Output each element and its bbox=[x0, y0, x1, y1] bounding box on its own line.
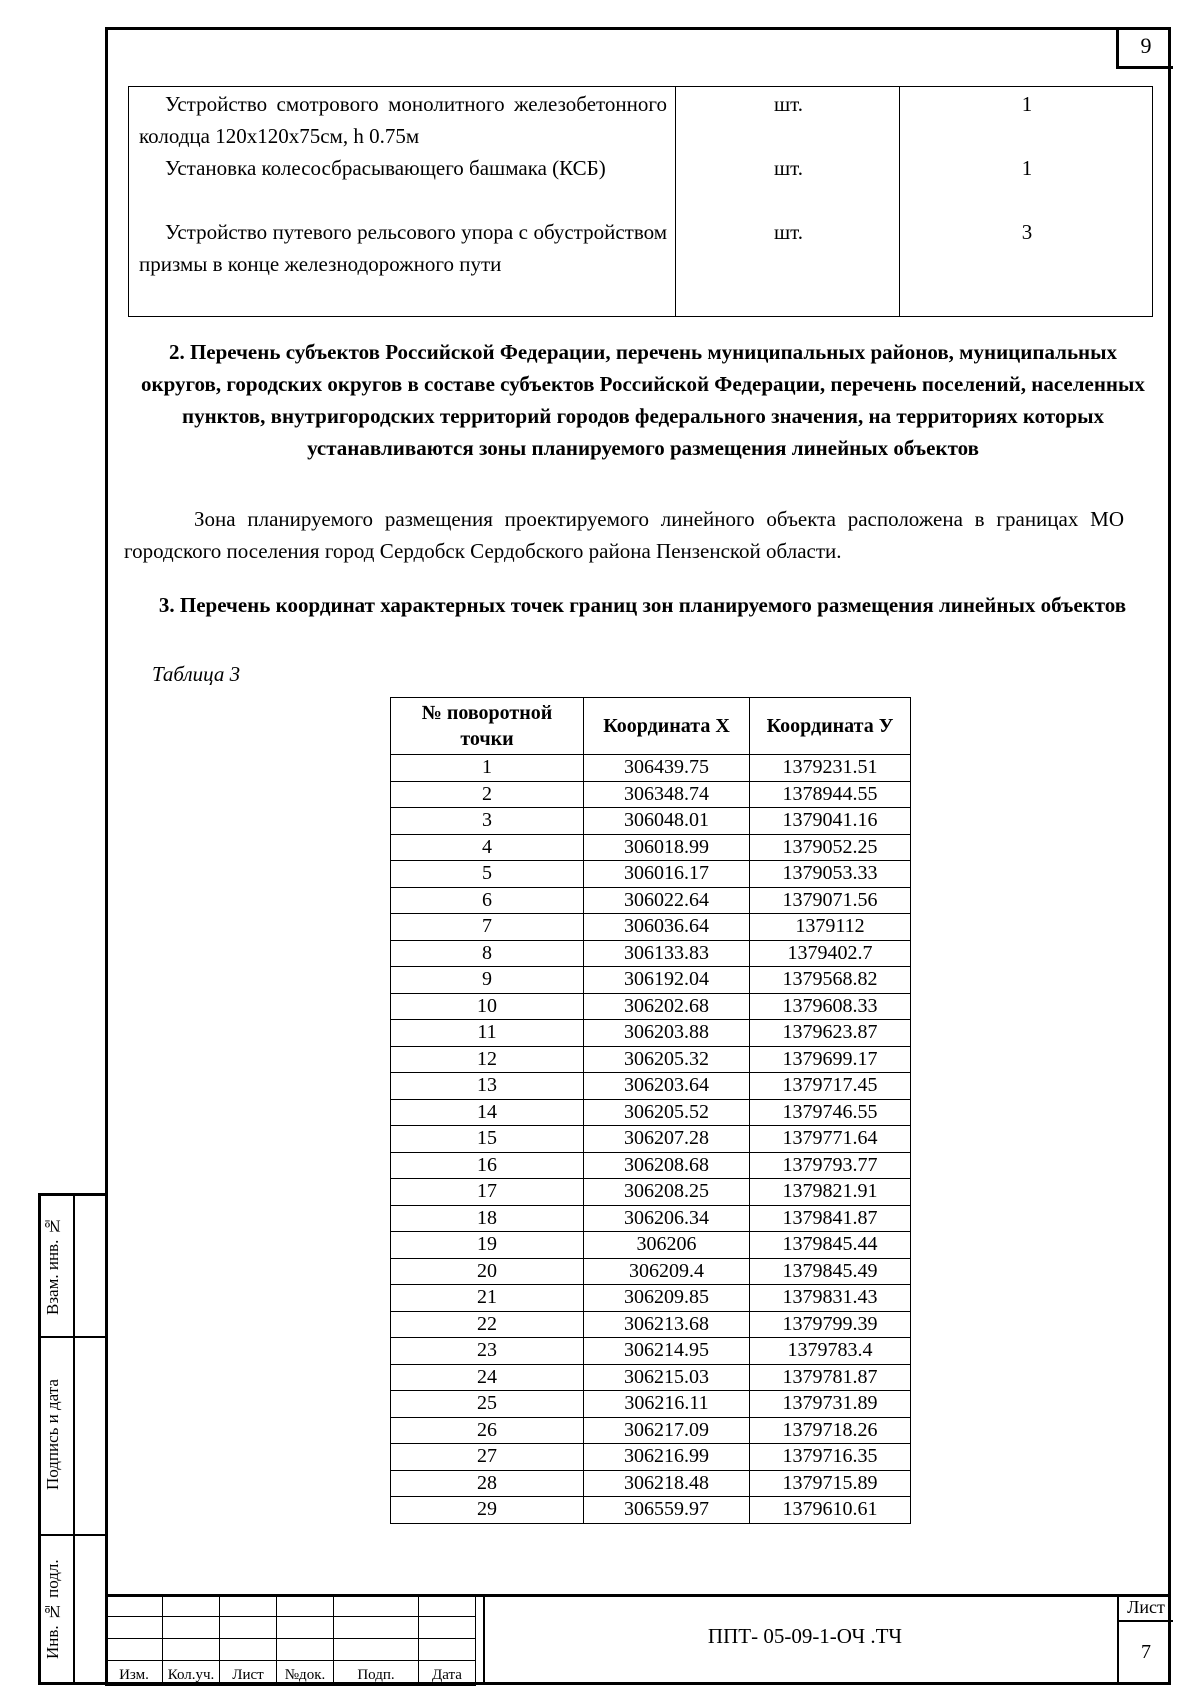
coordinate-y-cell: 1379783.4 bbox=[750, 1338, 911, 1365]
point-number-cell: 1 bbox=[391, 755, 584, 782]
table-row bbox=[391, 808, 911, 835]
point-number-cell: 21 bbox=[391, 1285, 584, 1312]
coordinate-y-cell: 1378944.55 bbox=[750, 781, 911, 808]
table-row bbox=[391, 887, 911, 914]
table-row bbox=[391, 1020, 911, 1047]
coordinate-y-cell: 1379610.61 bbox=[750, 1497, 911, 1524]
section-2-title: 2. Перечень субъектов Российской Федерации, перечень муниципальных районов, муниципальных округов, городских округов в составе субъектов Российской Федерации, перечень поселений, населенных пунктов, внутригородских территорий городов федерального значения, на территориях которых устанавливаются зоны планируемого размещения линейных объектов bbox=[141, 340, 1145, 460]
table-row bbox=[391, 1205, 911, 1232]
table-row bbox=[391, 1126, 911, 1153]
point-number-cell: 13 bbox=[391, 1073, 584, 1100]
side-label-original-inv: Инв. № подл. bbox=[43, 1559, 62, 1659]
point-number-cell: 5 bbox=[391, 861, 584, 888]
header-point-number: № поворотной точки bbox=[391, 698, 584, 755]
coordinate-x-cell: 306216.99 bbox=[584, 1444, 750, 1471]
table-row bbox=[391, 967, 911, 994]
coordinate-x-cell: 306133.83 bbox=[584, 940, 750, 967]
point-number-cell: 8 bbox=[391, 940, 584, 967]
materials-description-cell bbox=[129, 87, 676, 317]
coordinate-x-cell: 306036.64 bbox=[584, 914, 750, 941]
point-number-cell: 24 bbox=[391, 1364, 584, 1391]
point-number-cell: 25 bbox=[391, 1391, 584, 1418]
coordinate-x-cell: 306192.04 bbox=[584, 967, 750, 994]
materials-unit: шт. bbox=[773, 220, 804, 244]
table-row bbox=[391, 993, 911, 1020]
coordinate-y-cell: 1379841.87 bbox=[750, 1205, 911, 1232]
sheet-box bbox=[1117, 1594, 1173, 1685]
coordinate-y-cell: 1379608.33 bbox=[750, 993, 911, 1020]
materials-qty: 1 bbox=[1021, 156, 1033, 180]
table-row bbox=[391, 834, 911, 861]
table-row bbox=[391, 1497, 911, 1524]
point-number-cell: 28 bbox=[391, 1470, 584, 1497]
materials-description: Установка колесосбрасывающего башмака (КСБ) bbox=[165, 156, 606, 180]
point-number-cell: 14 bbox=[391, 1099, 584, 1126]
header-coordinate-x: Координата Х bbox=[584, 698, 750, 755]
coordinate-y-cell: 1379071.56 bbox=[750, 887, 911, 914]
materials-qty: 1 bbox=[1021, 92, 1033, 116]
coordinate-y-cell: 1379831.43 bbox=[750, 1285, 911, 1312]
coordinate-y-cell: 1379731.89 bbox=[750, 1391, 911, 1418]
point-number-cell: 27 bbox=[391, 1444, 584, 1471]
coordinate-x-cell: 306216.11 bbox=[584, 1391, 750, 1418]
coordinate-y-cell: 1379041.16 bbox=[750, 808, 911, 835]
table-row bbox=[391, 1444, 911, 1471]
materials-unit-cell bbox=[676, 87, 900, 317]
materials-unit: шт. bbox=[773, 156, 804, 180]
table-row bbox=[391, 755, 911, 782]
coordinate-x-cell: 306215.03 bbox=[584, 1364, 750, 1391]
coordinate-x-cell: 306218.48 bbox=[584, 1470, 750, 1497]
table-row bbox=[391, 914, 911, 941]
coordinate-x-cell: 306022.64 bbox=[584, 887, 750, 914]
point-number-cell: 26 bbox=[391, 1417, 584, 1444]
sheet-label: Лист bbox=[1119, 1594, 1173, 1622]
coordinate-x-cell: 306203.64 bbox=[584, 1073, 750, 1100]
point-number-cell: 10 bbox=[391, 993, 584, 1020]
table-row bbox=[391, 1364, 911, 1391]
coordinate-x-cell: 306206.34 bbox=[584, 1205, 750, 1232]
table-row bbox=[391, 1311, 911, 1338]
table-row bbox=[391, 1470, 911, 1497]
side-stamp bbox=[38, 1193, 108, 1685]
point-number-cell: 16 bbox=[391, 1152, 584, 1179]
column-izm: Изм. bbox=[106, 1661, 163, 1686]
coordinate-x-cell: 306202.68 bbox=[584, 993, 750, 1020]
coordinate-x-cell: 306348.74 bbox=[584, 781, 750, 808]
point-number-cell: 2 bbox=[391, 781, 584, 808]
coordinate-y-cell: 1379821.91 bbox=[750, 1179, 911, 1206]
column-list: Лист bbox=[220, 1661, 277, 1686]
sheet-number: 7 bbox=[1141, 1641, 1151, 1663]
point-number-cell: 4 bbox=[391, 834, 584, 861]
column-date: Дата bbox=[419, 1661, 476, 1686]
coordinate-y-cell: 1379716.35 bbox=[750, 1444, 911, 1471]
point-number-cell: 29 bbox=[391, 1497, 584, 1524]
table-row bbox=[391, 1099, 911, 1126]
table-row bbox=[391, 781, 911, 808]
point-number-cell: 6 bbox=[391, 887, 584, 914]
column-signature: Подп. bbox=[334, 1661, 419, 1686]
coordinate-y-cell: 1379402.7 bbox=[750, 940, 911, 967]
coordinate-x-cell: 306203.88 bbox=[584, 1020, 750, 1047]
table-row bbox=[391, 1417, 911, 1444]
coordinate-y-cell: 1379771.64 bbox=[750, 1126, 911, 1153]
table-row bbox=[391, 1046, 911, 1073]
materials-row bbox=[129, 87, 1153, 317]
point-number-cell: 19 bbox=[391, 1232, 584, 1259]
coordinate-x-cell: 306018.99 bbox=[584, 834, 750, 861]
coordinate-y-cell: 1379715.89 bbox=[750, 1470, 911, 1497]
coordinates-table bbox=[390, 697, 911, 1524]
table-row bbox=[391, 940, 911, 967]
coordinate-y-cell: 1379053.33 bbox=[750, 861, 911, 888]
materials-qty: 3 bbox=[1021, 220, 1033, 244]
coordinate-y-cell: 1379623.87 bbox=[750, 1020, 911, 1047]
coordinate-y-cell: 1379231.51 bbox=[750, 755, 911, 782]
side-label-signature-date: Подпись и дата bbox=[43, 1379, 62, 1491]
table-row bbox=[391, 1391, 911, 1418]
table-row bbox=[391, 1232, 911, 1259]
coordinate-y-cell: 1379568.82 bbox=[750, 967, 911, 994]
coordinate-x-cell: 306208.68 bbox=[584, 1152, 750, 1179]
point-number-cell: 23 bbox=[391, 1338, 584, 1365]
document-code: ППТ- 05-09-1-ОЧ .ТЧ bbox=[483, 1594, 1125, 1685]
coordinate-x-cell: 306208.25 bbox=[584, 1179, 750, 1206]
table-row bbox=[391, 1258, 911, 1285]
section-2-text: Зона планируемого размещения проектируемого линейного объекта расположена в границах МО городского поселения город Сердобск Сердобского района Пензенской области. bbox=[124, 507, 1124, 563]
materials-description: Устройство путевого рельсового упора с обустройством призмы в конце железнодорожного пути bbox=[139, 220, 667, 276]
coordinate-x-cell: 306439.75 bbox=[584, 755, 750, 782]
table-row bbox=[391, 1285, 911, 1312]
page-number: 9 bbox=[1116, 27, 1173, 69]
coordinate-x-cell: 306205.52 bbox=[584, 1099, 750, 1126]
point-number-cell: 3 bbox=[391, 808, 584, 835]
table-row bbox=[391, 1152, 911, 1179]
coordinate-x-cell: 306206 bbox=[584, 1232, 750, 1259]
coordinate-x-cell: 306217.09 bbox=[584, 1417, 750, 1444]
coordinate-y-cell: 1379717.45 bbox=[750, 1073, 911, 1100]
materials-unit: шт. bbox=[773, 92, 804, 116]
coordinate-x-cell: 306214.95 bbox=[584, 1338, 750, 1365]
column-doc-number: №док. bbox=[277, 1661, 334, 1686]
coordinate-x-cell: 306209.85 bbox=[584, 1285, 750, 1312]
point-number-cell: 9 bbox=[391, 967, 584, 994]
point-number-cell: 20 bbox=[391, 1258, 584, 1285]
table-row bbox=[391, 1179, 911, 1206]
coordinate-x-cell: 306016.17 bbox=[584, 861, 750, 888]
coordinate-y-cell: 1379699.17 bbox=[750, 1046, 911, 1073]
coordinate-x-cell: 306559.97 bbox=[584, 1497, 750, 1524]
point-number-cell: 11 bbox=[391, 1020, 584, 1047]
materials-qty-cell bbox=[900, 87, 1153, 317]
table-caption: Таблица 3 bbox=[152, 662, 241, 686]
table-row bbox=[391, 1338, 911, 1365]
side-label-replacement-inv: Взам. инв. № bbox=[43, 1216, 62, 1316]
column-kol-uch: Кол.уч. bbox=[163, 1661, 220, 1686]
table-row bbox=[391, 1073, 911, 1100]
coordinate-y-cell: 1379793.77 bbox=[750, 1152, 911, 1179]
coordinate-y-cell: 1379112 bbox=[750, 914, 911, 941]
title-block bbox=[105, 1594, 1171, 1685]
point-number-cell: 18 bbox=[391, 1205, 584, 1232]
title-block-grid bbox=[105, 1594, 476, 1686]
table-row bbox=[391, 861, 911, 888]
coordinate-y-cell: 1379845.44 bbox=[750, 1232, 911, 1259]
coordinate-x-cell: 306209.4 bbox=[584, 1258, 750, 1285]
materials-table bbox=[128, 86, 1153, 317]
point-number-cell: 12 bbox=[391, 1046, 584, 1073]
coordinate-y-cell: 1379746.55 bbox=[750, 1099, 911, 1126]
materials-description: Устройство смотрового монолитного железобетонного колодца 120х120х75см, h 0.75м bbox=[139, 92, 667, 148]
point-number-cell: 15 bbox=[391, 1126, 584, 1153]
header-coordinate-y: Координата У bbox=[750, 698, 911, 755]
section-3-title: 3. Перечень координат характерных точек границ зон планируемого размещения линейных объектов bbox=[158, 593, 1127, 617]
coordinate-y-cell: 1379781.87 bbox=[750, 1364, 911, 1391]
coordinate-y-cell: 1379799.39 bbox=[750, 1311, 911, 1338]
point-number-cell: 22 bbox=[391, 1311, 584, 1338]
point-number-cell: 7 bbox=[391, 914, 584, 941]
coordinate-y-cell: 1379052.25 bbox=[750, 834, 911, 861]
point-number-cell: 17 bbox=[391, 1179, 584, 1206]
coordinate-x-cell: 306207.28 bbox=[584, 1126, 750, 1153]
coordinate-x-cell: 306213.68 bbox=[584, 1311, 750, 1338]
coordinate-x-cell: 306048.01 bbox=[584, 808, 750, 835]
coordinate-x-cell: 306205.32 bbox=[584, 1046, 750, 1073]
coordinate-y-cell: 1379718.26 bbox=[750, 1417, 911, 1444]
coordinate-y-cell: 1379845.49 bbox=[750, 1258, 911, 1285]
